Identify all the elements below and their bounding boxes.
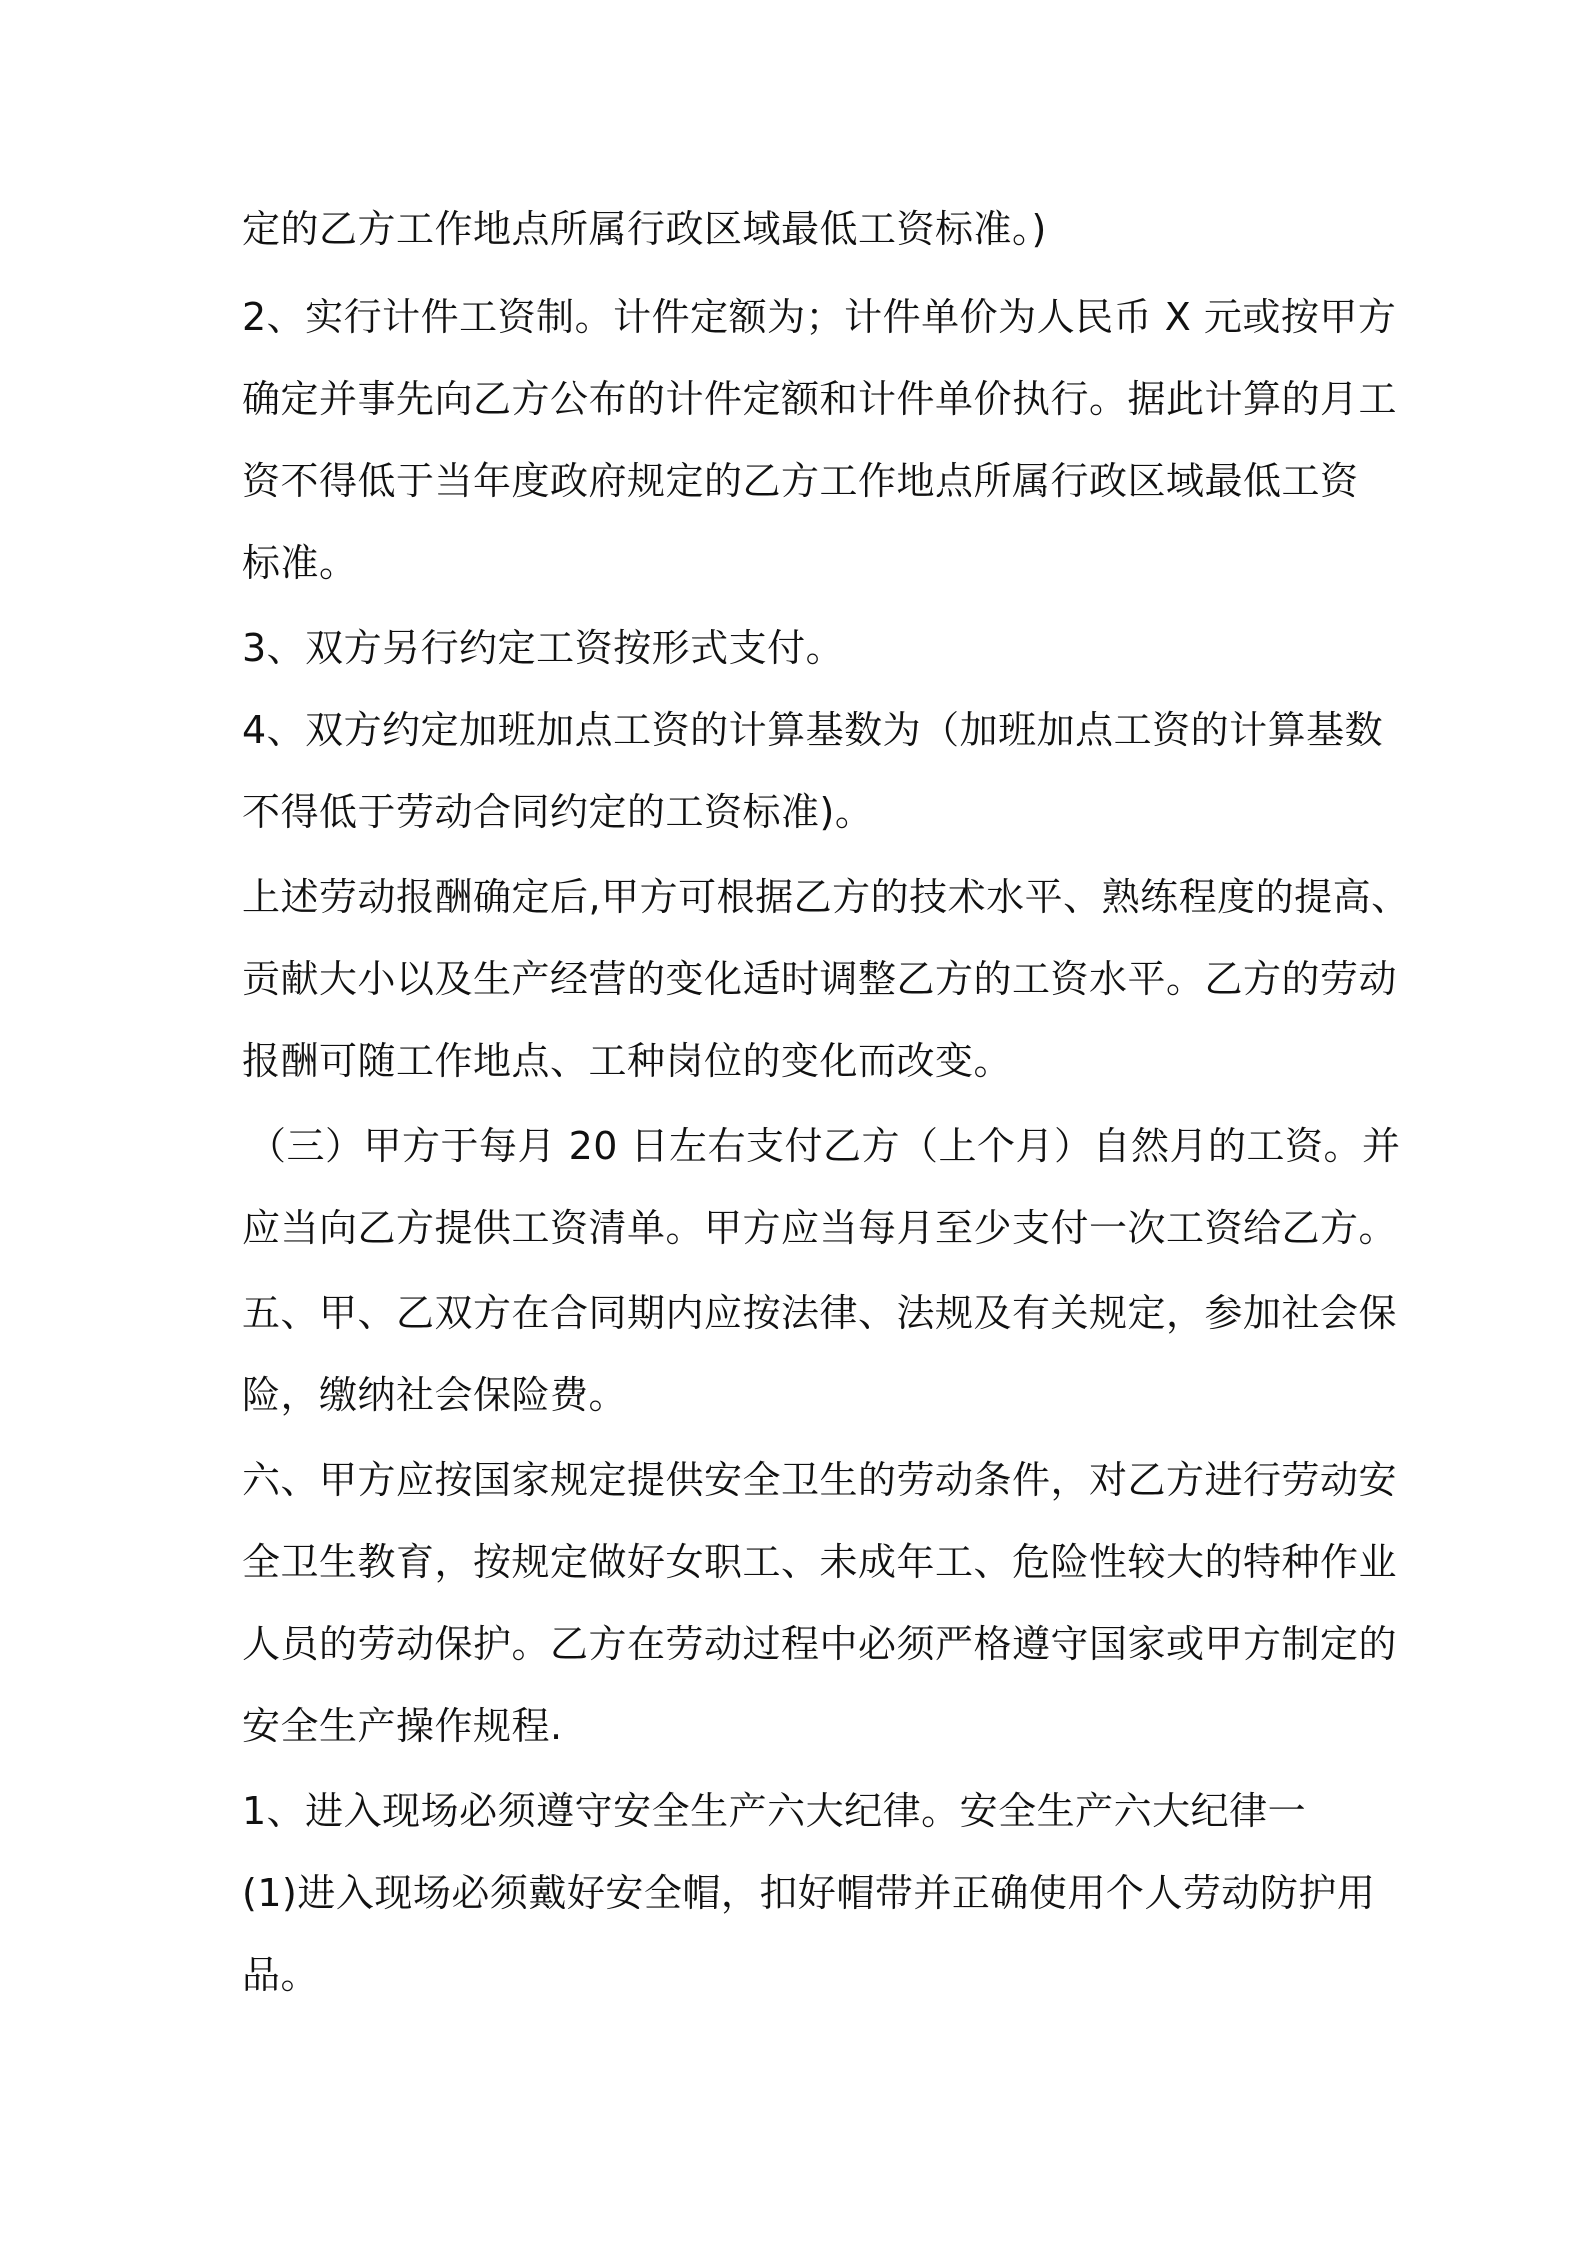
text-line: 人员的劳动保护。乙方在劳动过程中必须严格遵守国家或甲方制定的 (242, 1622, 1398, 1666)
text-line: 1、进入现场必须遵守安全生产六大纪律。安全生产六大纪律一 (242, 1789, 1307, 1833)
text-line: 上述劳动报酬确定后,甲方可根据乙方的技术水平、熟练程度的提高、 (242, 875, 1410, 919)
text-line: 应当向乙方提供工资清单。甲方应当每月至少支付一次工资给乙方。 (242, 1206, 1398, 1250)
text-line: 3、双方另行约定工资按形式支付。 (242, 626, 845, 670)
text-line: 定的乙方工作地点所属行政区域最低工资标准。) (242, 207, 1047, 251)
text-line: 不得低于劳动合同约定的工资标准)。 (242, 790, 874, 834)
text-line: 全卫生教育，按规定做好女职工、未成年工、危险性较大的特种作业 (242, 1540, 1398, 1584)
text-line: 安全生产操作规程. (242, 1704, 563, 1748)
text-line: 资不得低于当年度政府规定的乙方工作地点所属行政区域最低工资 (242, 459, 1359, 503)
text-line: 4、双方约定加班加点工资的计算基数为（加班加点工资的计算基数 (242, 708, 1384, 752)
text-line: 险，缴纳社会保险费。 (242, 1373, 628, 1417)
text-line: 六、甲方应按国家规定提供安全卫生的劳动条件，对乙方进行劳动安 (242, 1458, 1398, 1502)
text-line: （三）甲方于每月 20 日左右支付乙方（上个月）自然月的工资。并 (248, 1124, 1401, 1168)
text-line: 确定并事先向乙方公布的计件定额和计件单价执行。据此计算的月工 (242, 377, 1398, 421)
text-line: 2、实行计件工资制。计件定额为；计件单价为人民币 X 元或按甲方 (242, 295, 1397, 339)
text-line: 五、甲、乙双方在合同期内应按法律、法规及有关规定，参加社会保 (242, 1291, 1398, 1335)
text-line: 标准。 (242, 541, 358, 585)
text-line: 品。 (242, 1953, 320, 1997)
text-line: 报酬可随工作地点、工种岗位的变化而改变。 (242, 1039, 1013, 1083)
text-line: 贡献大小以及生产经营的变化适时调整乙方的工资水平。乙方的劳动 (242, 957, 1398, 1001)
text-line: (1)进入现场必须戴好安全帽，扣好帽带并正确使用个人劳动防护用 (242, 1871, 1376, 1915)
